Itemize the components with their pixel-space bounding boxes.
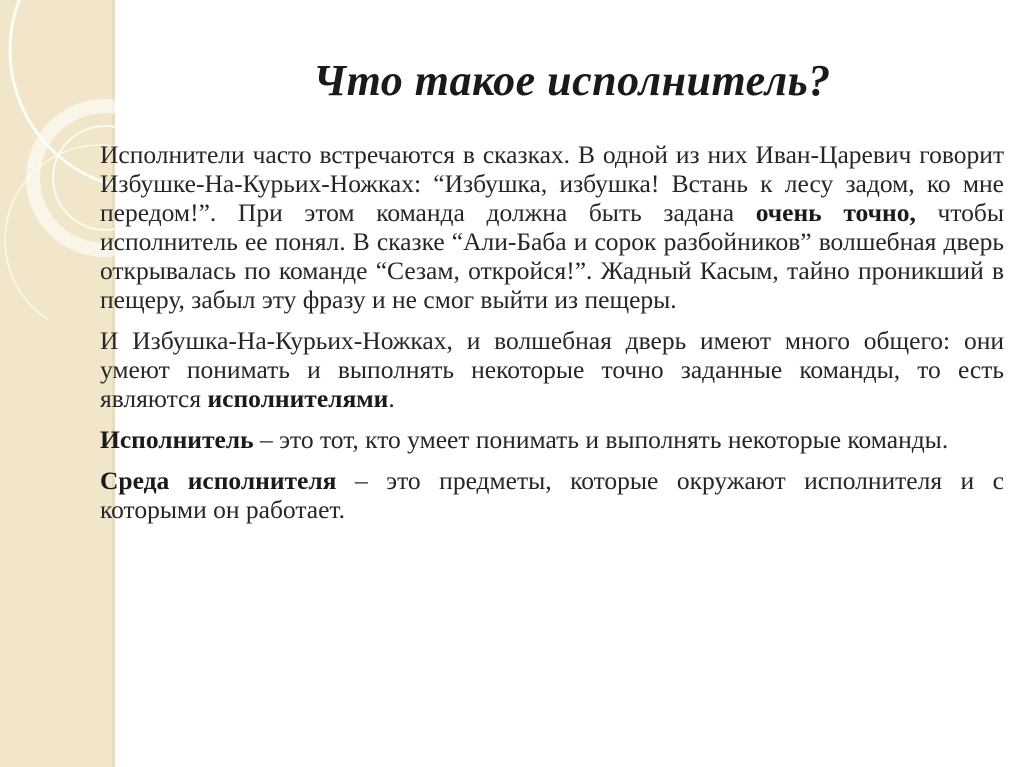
paragraph-definition-executor [100,425,1004,454]
text-span: И Избушка-На-Курьих-Ножках, и волшебная дверь имеют много общего: они умеют понимать и выполнять некоторые точно заданные команды, то есть являются [100,326,1004,413]
paragraph-fairy-tales [100,140,1004,314]
text-span: чтобы исполнитель ее понял. В сказке “Али-Баба и сорок разбойников” волшебная дверь открывалась по команде “Сезам, откройся!”. Жадный Касым, тайно проникший в пещеру, забыл эту фразу и не смог выйти из пещеры. [100,198,1004,314]
definition-text: – это тот, кто умеет понимать и выполнять некоторые команды. [253,425,949,454]
slide-title: Что такое исполнитель? [313,56,831,105]
emphasis-span: исполнителями [207,384,389,413]
slide-content [100,140,1004,536]
paragraph-common [100,326,1004,413]
emphasis-span: очень точно, [755,198,916,227]
text-span: . [388,384,395,413]
definition-text: – это предметы, которые окружают исполнителя и с которыми он работает. [100,466,1004,524]
paragraph-definition-environment [100,466,1004,524]
term-environment: Среда исполнителя [100,466,337,495]
text-span: Исполнители часто встречаются в сказках. В одной из них Иван-Царевич говорит Избушке-На-Курьих-Ножках: “Избушка, избушка! Встань к лесу задом, ко мне передом!”. При этом команда должна быть задана [100,140,1004,227]
term-executor: Исполнитель [100,425,254,454]
